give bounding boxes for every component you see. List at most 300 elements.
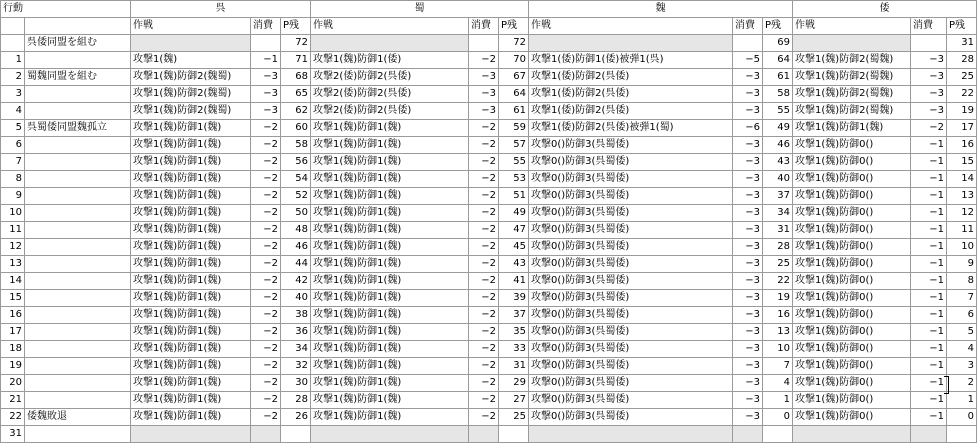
wei-plan-cell[interactable]: 攻撃0()防御3(呉蜀倭) — [529, 137, 733, 154]
shu-cost-cell[interactable]: −2 — [469, 375, 499, 392]
shu-cost-cell[interactable]: −2 — [469, 188, 499, 205]
wei-cost-cell[interactable]: −3 — [733, 273, 763, 290]
wei-cost-cell[interactable]: −3 — [733, 222, 763, 239]
wei-p-remaining-cell[interactable]: 10 — [763, 341, 793, 358]
wa-p-remaining-cell[interactable]: 25 — [947, 69, 977, 86]
row-index-cell[interactable]: 15 — [1, 290, 25, 307]
wu-p-remaining-cell[interactable]: 40 — [281, 290, 311, 307]
wu-plan-cell[interactable]: 攻撃1(魏)防御1(魏) — [131, 392, 251, 409]
wei-cost-cell[interactable]: −5 — [733, 52, 763, 69]
wa-plan-cell[interactable]: 攻撃1(魏)防御0() — [793, 256, 911, 273]
shu-plan-cell[interactable]: 攻撃1(魏)防御1(倭) — [311, 52, 469, 69]
header-action[interactable]: 行動 — [1, 1, 131, 18]
wa-plan-cell[interactable]: 攻撃1(魏)防御0() — [793, 324, 911, 341]
shu-plan-cell[interactable]: 攻撃1(魏)防御1(魏) — [311, 154, 469, 171]
wu-plan-cell[interactable]: 攻撃1(魏)防御1(魏) — [131, 273, 251, 290]
wa-p-remaining-cell[interactable] — [947, 426, 977, 443]
wei-p-remaining-cell[interactable]: 19 — [763, 290, 793, 307]
wa-plan-cell[interactable]: 攻撃1(魏)防御0() — [793, 358, 911, 375]
shu-cost-cell[interactable]: −2 — [469, 222, 499, 239]
wa-cost-cell[interactable]: −2 — [911, 120, 947, 137]
row-index-cell[interactable]: 8 — [1, 171, 25, 188]
wu-cost-cell[interactable]: −2 — [251, 205, 281, 222]
wei-p-remaining-cell[interactable]: 1 — [763, 392, 793, 409]
wa-plan-cell[interactable]: 攻撃1(魏)防御0() — [793, 222, 911, 239]
shu-p-remaining-cell[interactable]: 67 — [499, 69, 529, 86]
wa-plan-cell[interactable]: 攻撃1(魏)防御0() — [793, 171, 911, 188]
wu-p-remaining-cell[interactable]: 52 — [281, 188, 311, 205]
wa-p-remaining-cell[interactable]: 31 — [947, 35, 977, 52]
shu-plan-cell[interactable]: 攻撃1(魏)防御1(魏) — [311, 222, 469, 239]
action-cell[interactable] — [25, 273, 131, 290]
shu-cost-cell[interactable]: −2 — [469, 273, 499, 290]
wu-cost-cell[interactable]: −2 — [251, 120, 281, 137]
wu-cost-cell[interactable]: −2 — [251, 392, 281, 409]
action-cell[interactable] — [25, 341, 131, 358]
row-index-cell[interactable]: 18 — [1, 341, 25, 358]
header-cell[interactable] — [25, 18, 131, 35]
wu-plan-cell[interactable]: 攻撃1(魏)防御1(魏) — [131, 239, 251, 256]
wu-p-remaining-cell[interactable]: 68 — [281, 69, 311, 86]
shu-p-remaining-cell[interactable]: 45 — [499, 239, 529, 256]
wei-plan-cell[interactable]: 攻撃0()防御3(呉蜀倭) — [529, 273, 733, 290]
wei-plan-cell[interactable] — [529, 426, 733, 443]
row-index-cell[interactable]: 9 — [1, 188, 25, 205]
header-cost[interactable]: 消費 — [469, 18, 499, 35]
wei-p-remaining-cell[interactable] — [763, 426, 793, 443]
shu-p-remaining-cell[interactable] — [499, 426, 529, 443]
shu-plan-cell[interactable]: 攻撃1(魏)防御1(魏) — [311, 273, 469, 290]
wei-cost-cell[interactable]: −6 — [733, 120, 763, 137]
wu-cost-cell[interactable]: −3 — [251, 86, 281, 103]
wa-plan-cell[interactable]: 攻撃1(魏)防御2(蜀魏) — [793, 69, 911, 86]
wei-cost-cell[interactable]: −3 — [733, 375, 763, 392]
wu-p-remaining-cell[interactable]: 50 — [281, 205, 311, 222]
action-cell[interactable]: 蜀魏同盟を組む — [25, 69, 131, 86]
wa-p-remaining-cell[interactable]: 19 — [947, 103, 977, 120]
wu-p-remaining-cell[interactable]: 46 — [281, 239, 311, 256]
wei-p-remaining-cell[interactable]: 4 — [763, 375, 793, 392]
wa-p-remaining-cell[interactable]: 15 — [947, 154, 977, 171]
shu-p-remaining-cell[interactable]: 47 — [499, 222, 529, 239]
action-cell[interactable] — [25, 222, 131, 239]
shu-plan-cell[interactable]: 攻撃1(魏)防御1(魏) — [311, 307, 469, 324]
action-cell[interactable] — [25, 324, 131, 341]
row-index-cell[interactable]: 12 — [1, 239, 25, 256]
shu-plan-cell[interactable]: 攻撃1(魏)防御1(魏) — [311, 392, 469, 409]
shu-cost-cell[interactable]: −2 — [469, 154, 499, 171]
wei-plan-cell[interactable]: 攻撃0()防御3(呉蜀倭) — [529, 205, 733, 222]
wei-plan-cell[interactable]: 攻撃1(倭)防御2(呉倭)被弾1(蜀) — [529, 120, 733, 137]
row-index-cell[interactable]: 3 — [1, 86, 25, 103]
action-cell[interactable] — [25, 103, 131, 120]
wu-plan-cell[interactable]: 攻撃1(魏)防御1(魏) — [131, 222, 251, 239]
row-index-cell[interactable]: 1 — [1, 52, 25, 69]
wei-cost-cell[interactable]: −3 — [733, 69, 763, 86]
shu-p-remaining-cell[interactable]: 39 — [499, 290, 529, 307]
wu-cost-cell[interactable]: −2 — [251, 290, 281, 307]
shu-plan-cell[interactable]: 攻撃1(魏)防御1(魏) — [311, 358, 469, 375]
wa-cost-cell[interactable]: −1 — [911, 222, 947, 239]
wu-cost-cell[interactable]: −2 — [251, 324, 281, 341]
wa-cost-cell[interactable]: −1 — [911, 324, 947, 341]
shu-p-remaining-cell[interactable]: 70 — [499, 52, 529, 69]
shu-p-remaining-cell[interactable]: 61 — [499, 103, 529, 120]
wa-p-remaining-cell[interactable]: 9 — [947, 256, 977, 273]
shu-p-remaining-cell[interactable]: 57 — [499, 137, 529, 154]
wa-p-remaining-cell[interactable]: 3 — [947, 358, 977, 375]
shu-p-remaining-cell[interactable]: 51 — [499, 188, 529, 205]
wa-cost-cell[interactable]: −1 — [911, 154, 947, 171]
wei-cost-cell[interactable]: −3 — [733, 239, 763, 256]
action-cell[interactable] — [25, 188, 131, 205]
wa-cost-cell[interactable]: −1 — [911, 171, 947, 188]
shu-p-remaining-cell[interactable]: 72 — [499, 35, 529, 52]
wa-p-remaining-cell[interactable]: 13 — [947, 188, 977, 205]
wa-cost-cell[interactable]: −1 — [911, 256, 947, 273]
wa-plan-cell[interactable]: 攻撃1(魏)防御0() — [793, 341, 911, 358]
row-index-cell[interactable]: 7 — [1, 154, 25, 171]
action-cell[interactable] — [25, 205, 131, 222]
wu-plan-cell[interactable]: 攻撃1(魏) — [131, 52, 251, 69]
action-cell[interactable] — [25, 426, 131, 443]
wu-cost-cell[interactable]: −2 — [251, 137, 281, 154]
wa-plan-cell[interactable]: 攻撃1(魏)防御0() — [793, 154, 911, 171]
wu-plan-cell[interactable]: 攻撃1(魏)防御1(魏) — [131, 154, 251, 171]
wa-plan-cell[interactable]: 攻撃1(魏)防御0() — [793, 137, 911, 154]
shu-plan-cell[interactable]: 攻撃1(魏)防御1(魏) — [311, 341, 469, 358]
row-index-cell[interactable]: 14 — [1, 273, 25, 290]
wei-cost-cell[interactable]: −3 — [733, 86, 763, 103]
wei-p-remaining-cell[interactable]: 64 — [763, 52, 793, 69]
wu-cost-cell[interactable]: −2 — [251, 307, 281, 324]
wu-plan-cell[interactable]: 攻撃1(魏)防御2(魏蜀) — [131, 86, 251, 103]
action-cell[interactable] — [25, 375, 131, 392]
wei-plan-cell[interactable]: 攻撃0()防御3(呉蜀倭) — [529, 409, 733, 426]
shu-plan-cell[interactable]: 攻撃1(魏)防御1(魏) — [311, 171, 469, 188]
action-cell[interactable] — [25, 137, 131, 154]
wu-plan-cell[interactable]: 攻撃1(魏)防御2(魏蜀) — [131, 69, 251, 86]
wu-p-remaining-cell[interactable]: 28 — [281, 392, 311, 409]
wa-plan-cell[interactable]: 攻撃1(魏)防御1(魏) — [793, 120, 911, 137]
action-cell[interactable] — [25, 290, 131, 307]
wu-p-remaining-cell[interactable]: 58 — [281, 137, 311, 154]
shu-cost-cell[interactable]: −2 — [469, 290, 499, 307]
wa-plan-cell[interactable]: 攻撃1(魏)防御0() — [793, 205, 911, 222]
wu-p-remaining-cell[interactable]: 60 — [281, 120, 311, 137]
shu-p-remaining-cell[interactable]: 41 — [499, 273, 529, 290]
wei-cost-cell[interactable]: −3 — [733, 103, 763, 120]
wei-plan-cell[interactable]: 攻撃0()防御3(呉蜀倭) — [529, 341, 733, 358]
shu-cost-cell[interactable]: −2 — [469, 52, 499, 69]
wei-cost-cell[interactable]: −3 — [733, 290, 763, 307]
wei-cost-cell[interactable] — [733, 35, 763, 52]
wei-plan-cell[interactable]: 攻撃0()防御3(呉蜀倭) — [529, 154, 733, 171]
wa-p-remaining-cell[interactable]: 17 — [947, 120, 977, 137]
shu-p-remaining-cell[interactable]: 53 — [499, 171, 529, 188]
wu-p-remaining-cell[interactable]: 54 — [281, 171, 311, 188]
wei-plan-cell[interactable]: 攻撃0()防御3(呉蜀倭) — [529, 307, 733, 324]
shu-cost-cell[interactable]: −2 — [469, 205, 499, 222]
wei-p-remaining-cell[interactable]: 61 — [763, 69, 793, 86]
wei-cost-cell[interactable]: −3 — [733, 188, 763, 205]
wei-cost-cell[interactable]: −3 — [733, 324, 763, 341]
wa-cost-cell[interactable]: −1 — [911, 375, 947, 392]
wei-plan-cell[interactable]: 攻撃0()防御3(呉蜀倭) — [529, 392, 733, 409]
shu-cost-cell[interactable]: −2 — [469, 358, 499, 375]
wei-p-remaining-cell[interactable]: 0 — [763, 409, 793, 426]
wu-plan-cell[interactable]: 攻撃1(魏)防御1(魏) — [131, 120, 251, 137]
wu-plan-cell[interactable]: 攻撃1(魏)防御1(魏) — [131, 188, 251, 205]
shu-plan-cell[interactable]: 攻撃1(魏)防御1(魏) — [311, 188, 469, 205]
header-faction-shu[interactable]: 蜀 — [311, 1, 529, 18]
wu-plan-cell[interactable]: 攻撃1(魏)防御1(魏) — [131, 358, 251, 375]
wa-cost-cell[interactable]: −1 — [911, 307, 947, 324]
wei-p-remaining-cell[interactable]: 43 — [763, 154, 793, 171]
wu-plan-cell[interactable]: 攻撃1(魏)防御1(魏) — [131, 290, 251, 307]
wei-p-remaining-cell[interactable]: 13 — [763, 324, 793, 341]
wu-plan-cell[interactable]: 攻撃1(魏)防御1(魏) — [131, 171, 251, 188]
wa-cost-cell[interactable]: −1 — [911, 358, 947, 375]
wei-plan-cell[interactable]: 攻撃0()防御3(呉蜀倭) — [529, 239, 733, 256]
shu-plan-cell[interactable] — [311, 426, 469, 443]
wei-plan-cell[interactable]: 攻撃1(倭)防御2(呉倭) — [529, 69, 733, 86]
wei-cost-cell[interactable]: −3 — [733, 307, 763, 324]
wei-plan-cell[interactable]: 攻撃0()防御3(呉蜀倭) — [529, 171, 733, 188]
wei-cost-cell[interactable]: −3 — [733, 409, 763, 426]
wu-p-remaining-cell[interactable]: 44 — [281, 256, 311, 273]
wu-cost-cell[interactable]: −2 — [251, 154, 281, 171]
row-index-cell[interactable]: 31 — [1, 426, 25, 443]
row-index-cell[interactable]: 6 — [1, 137, 25, 154]
shu-plan-cell[interactable]: 攻撃1(魏)防御1(魏) — [311, 375, 469, 392]
wa-plan-cell[interactable]: 攻撃1(魏)防御0() — [793, 273, 911, 290]
shu-cost-cell[interactable]: −2 — [469, 307, 499, 324]
wei-p-remaining-cell[interactable]: 7 — [763, 358, 793, 375]
wa-plan-cell[interactable]: 攻撃1(魏)防御2(蜀魏) — [793, 103, 911, 120]
wu-cost-cell[interactable]: −2 — [251, 188, 281, 205]
header-plan[interactable]: 作戦 — [131, 18, 251, 35]
header-cost[interactable]: 消費 — [733, 18, 763, 35]
action-cell[interactable] — [25, 154, 131, 171]
wu-plan-cell[interactable]: 攻撃1(魏)防御1(魏) — [131, 256, 251, 273]
wei-p-remaining-cell[interactable]: 31 — [763, 222, 793, 239]
wu-cost-cell[interactable]: −2 — [251, 171, 281, 188]
wa-plan-cell[interactable]: 攻撃1(魏)防御0() — [793, 409, 911, 426]
wa-plan-cell[interactable]: 攻撃1(魏)防御2(蜀魏) — [793, 52, 911, 69]
wu-cost-cell[interactable]: −3 — [251, 103, 281, 120]
shu-cost-cell[interactable]: −3 — [469, 69, 499, 86]
wei-plan-cell[interactable]: 攻撃0()防御3(呉蜀倭) — [529, 358, 733, 375]
wei-cost-cell[interactable] — [733, 426, 763, 443]
wu-p-remaining-cell[interactable]: 48 — [281, 222, 311, 239]
wu-p-remaining-cell[interactable]: 34 — [281, 341, 311, 358]
wu-plan-cell[interactable]: 攻撃1(魏)防御1(魏) — [131, 307, 251, 324]
wa-cost-cell[interactable]: −1 — [911, 137, 947, 154]
wei-plan-cell[interactable]: 攻撃0()防御3(呉蜀倭) — [529, 375, 733, 392]
shu-p-remaining-cell[interactable]: 33 — [499, 341, 529, 358]
row-index-cell[interactable]: 17 — [1, 324, 25, 341]
header-p-remaining[interactable]: P残 — [499, 18, 529, 35]
wa-p-remaining-cell[interactable]: 0 — [947, 409, 977, 426]
shu-plan-cell[interactable] — [311, 35, 469, 52]
row-index-cell[interactable]: 4 — [1, 103, 25, 120]
wa-p-remaining-cell[interactable]: 22 — [947, 86, 977, 103]
wa-plan-cell[interactable] — [793, 35, 911, 52]
action-cell[interactable] — [25, 52, 131, 69]
wu-cost-cell[interactable]: −2 — [251, 256, 281, 273]
shu-p-remaining-cell[interactable]: 27 — [499, 392, 529, 409]
wei-plan-cell[interactable]: 攻撃1(倭)防御2(呉倭) — [529, 103, 733, 120]
wu-p-remaining-cell[interactable]: 71 — [281, 52, 311, 69]
row-index-cell[interactable]: 19 — [1, 358, 25, 375]
shu-plan-cell[interactable]: 攻撃2(倭)防御2(呉倭) — [311, 69, 469, 86]
wei-p-remaining-cell[interactable]: 58 — [763, 86, 793, 103]
action-cell[interactable] — [25, 307, 131, 324]
header-plan[interactable]: 作戦 — [793, 18, 911, 35]
shu-plan-cell[interactable]: 攻撃1(魏)防御1(魏) — [311, 137, 469, 154]
wa-plan-cell[interactable]: 攻撃1(魏)防御0() — [793, 188, 911, 205]
wu-p-remaining-cell[interactable]: 42 — [281, 273, 311, 290]
wei-plan-cell[interactable]: 攻撃0()防御3(呉蜀倭) — [529, 324, 733, 341]
header-faction-wa[interactable]: 倭 — [793, 1, 977, 18]
shu-plan-cell[interactable]: 攻撃1(魏)防御1(魏) — [311, 205, 469, 222]
action-cell[interactable]: 呉蜀倭同盟魏孤立 — [25, 120, 131, 137]
shu-plan-cell[interactable]: 攻撃1(魏)防御1(魏) — [311, 239, 469, 256]
wa-p-remaining-cell[interactable]: 6 — [947, 307, 977, 324]
shu-cost-cell[interactable]: −2 — [469, 256, 499, 273]
wa-cost-cell[interactable]: −3 — [911, 103, 947, 120]
wu-p-remaining-cell[interactable]: 32 — [281, 358, 311, 375]
wu-p-remaining-cell[interactable]: 65 — [281, 86, 311, 103]
wu-p-remaining-cell[interactable] — [281, 426, 311, 443]
wa-plan-cell[interactable]: 攻撃1(魏)防御0() — [793, 290, 911, 307]
shu-plan-cell[interactable]: 攻撃1(魏)防御1(魏) — [311, 409, 469, 426]
row-index-cell[interactable]: 5 — [1, 120, 25, 137]
action-cell[interactable]: 倭魏敗退 — [25, 409, 131, 426]
action-cell[interactable] — [25, 86, 131, 103]
wu-cost-cell[interactable]: −1 — [251, 52, 281, 69]
wu-cost-cell[interactable]: −3 — [251, 69, 281, 86]
header-cost[interactable]: 消費 — [251, 18, 281, 35]
wa-p-remaining-cell[interactable]: 10 — [947, 239, 977, 256]
wa-cost-cell[interactable]: −1 — [911, 239, 947, 256]
action-cell[interactable] — [25, 256, 131, 273]
wu-plan-cell[interactable] — [131, 426, 251, 443]
shu-p-remaining-cell[interactable]: 37 — [499, 307, 529, 324]
wa-cost-cell[interactable]: −1 — [911, 392, 947, 409]
shu-cost-cell[interactable]: −2 — [469, 120, 499, 137]
header-cost[interactable]: 消費 — [911, 18, 947, 35]
header-p-remaining[interactable]: P残 — [763, 18, 793, 35]
wa-cost-cell[interactable]: −1 — [911, 188, 947, 205]
wa-p-remaining-cell[interactable]: 16 — [947, 137, 977, 154]
wei-cost-cell[interactable]: −3 — [733, 392, 763, 409]
shu-p-remaining-cell[interactable]: 25 — [499, 409, 529, 426]
shu-cost-cell[interactable]: −2 — [469, 171, 499, 188]
wei-cost-cell[interactable]: −3 — [733, 341, 763, 358]
wu-cost-cell[interactable]: −2 — [251, 222, 281, 239]
shu-p-remaining-cell[interactable]: 64 — [499, 86, 529, 103]
wa-p-remaining-cell[interactable]: 1 — [947, 392, 977, 409]
wei-plan-cell[interactable]: 攻撃0()防御3(呉蜀倭) — [529, 188, 733, 205]
wu-p-remaining-cell[interactable]: 30 — [281, 375, 311, 392]
shu-p-remaining-cell[interactable]: 29 — [499, 375, 529, 392]
wei-p-remaining-cell[interactable]: 16 — [763, 307, 793, 324]
wa-plan-cell[interactable]: 攻撃1(魏)防御0() — [793, 307, 911, 324]
wa-cost-cell[interactable]: −3 — [911, 69, 947, 86]
wa-cost-cell[interactable]: −3 — [911, 52, 947, 69]
wa-p-remaining-cell[interactable]: 11 — [947, 222, 977, 239]
header-plan[interactable]: 作戦 — [311, 18, 469, 35]
wei-p-remaining-cell[interactable]: 49 — [763, 120, 793, 137]
wei-p-remaining-cell[interactable]: 46 — [763, 137, 793, 154]
shu-cost-cell[interactable]: −2 — [469, 409, 499, 426]
wa-cost-cell[interactable]: −1 — [911, 409, 947, 426]
wa-cost-cell[interactable]: −1 — [911, 290, 947, 307]
shu-cost-cell[interactable]: −3 — [469, 103, 499, 120]
wu-plan-cell[interactable]: 攻撃1(魏)防御1(魏) — [131, 137, 251, 154]
action-cell[interactable] — [25, 171, 131, 188]
shu-p-remaining-cell[interactable]: 43 — [499, 256, 529, 273]
wu-cost-cell[interactable]: −2 — [251, 239, 281, 256]
header-faction-wu[interactable]: 呉 — [131, 1, 311, 18]
shu-p-remaining-cell[interactable]: 59 — [499, 120, 529, 137]
wei-cost-cell[interactable]: −3 — [733, 154, 763, 171]
wu-cost-cell[interactable] — [251, 426, 281, 443]
shu-p-remaining-cell[interactable]: 49 — [499, 205, 529, 222]
wei-p-remaining-cell[interactable]: 25 — [763, 256, 793, 273]
wa-plan-cell[interactable]: 攻撃1(魏)防御2(蜀魏) — [793, 86, 911, 103]
shu-cost-cell[interactable] — [469, 426, 499, 443]
wei-plan-cell[interactable]: 攻撃0()防御3(呉蜀倭) — [529, 222, 733, 239]
header-p-remaining[interactable]: P残 — [947, 18, 977, 35]
wu-p-remaining-cell[interactable]: 36 — [281, 324, 311, 341]
row-index-cell[interactable]: 11 — [1, 222, 25, 239]
row-index-cell[interactable]: 13 — [1, 256, 25, 273]
wa-p-remaining-cell[interactable]: 14 — [947, 171, 977, 188]
wei-cost-cell[interactable]: −3 — [733, 171, 763, 188]
wa-cost-cell[interactable]: −1 — [911, 273, 947, 290]
wa-plan-cell[interactable] — [793, 426, 911, 443]
wa-cost-cell[interactable] — [911, 426, 947, 443]
wu-p-remaining-cell[interactable]: 62 — [281, 103, 311, 120]
wu-cost-cell[interactable]: −2 — [251, 273, 281, 290]
wu-plan-cell[interactable]: 攻撃1(魏)防御2(魏蜀) — [131, 103, 251, 120]
wei-plan-cell[interactable]: 攻撃1(倭)防御2(呉倭) — [529, 86, 733, 103]
wu-cost-cell[interactable]: −2 — [251, 375, 281, 392]
wu-p-remaining-cell[interactable]: 72 — [281, 35, 311, 52]
action-cell[interactable] — [25, 358, 131, 375]
wu-plan-cell[interactable]: 攻撃1(魏)防御1(魏) — [131, 375, 251, 392]
wu-p-remaining-cell[interactable]: 26 — [281, 409, 311, 426]
wu-cost-cell[interactable]: −2 — [251, 409, 281, 426]
row-index-cell[interactable]: 10 — [1, 205, 25, 222]
wu-plan-cell[interactable]: 攻撃1(魏)防御1(魏) — [131, 324, 251, 341]
wa-cost-cell[interactable] — [911, 35, 947, 52]
wei-p-remaining-cell[interactable]: 37 — [763, 188, 793, 205]
wei-p-remaining-cell[interactable]: 69 — [763, 35, 793, 52]
wei-cost-cell[interactable]: −3 — [733, 137, 763, 154]
row-index-cell[interactable]: 21 — [1, 392, 25, 409]
wu-p-remaining-cell[interactable]: 56 — [281, 154, 311, 171]
row-index-cell[interactable]: 2 — [1, 69, 25, 86]
wei-p-remaining-cell[interactable]: 55 — [763, 103, 793, 120]
header-cell[interactable] — [1, 18, 25, 35]
wa-p-remaining-cell[interactable]: 7 — [947, 290, 977, 307]
shu-cost-cell[interactable]: −2 — [469, 324, 499, 341]
header-faction-wei[interactable]: 魏 — [529, 1, 793, 18]
